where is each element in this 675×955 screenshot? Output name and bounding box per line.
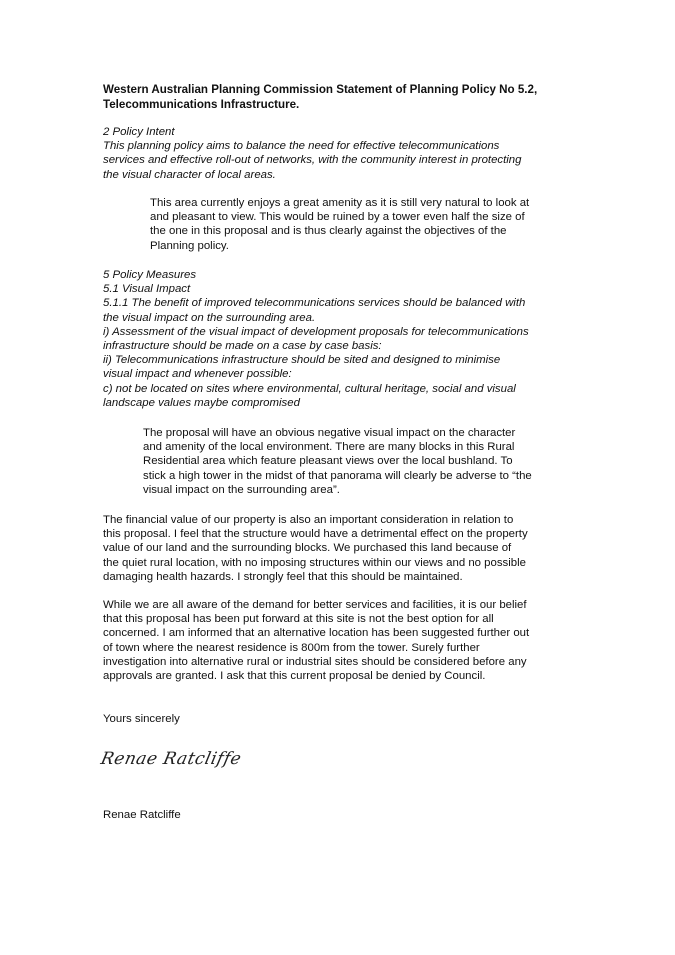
body-line: concerned. I am informed that an alternative location has been suggested further out [103, 627, 530, 640]
title-line: Western Australian Planning Commission Statement of Planning Policy No 5.2, [103, 83, 538, 96]
measure-line: 5.1 Visual Impact [103, 283, 191, 296]
comment-visual-impact [143, 426, 593, 497]
comment-line: stick a high tower in the midst of that panorama will clearly be adverse to “the [143, 469, 532, 482]
title-line: Telecommunications Infrastructure. [103, 98, 300, 111]
comment-line: the one in this proposal and is thus clearly against the objectives of the [150, 225, 507, 238]
paragraph-alternative-site [103, 598, 603, 683]
intent-line: This planning policy aims to balance the need for effective telecommunications [103, 140, 500, 153]
measure-line: i) Assessment of the visual impact of development proposals for telecommunications [103, 325, 529, 338]
measure-line: 5 Policy Measures [103, 269, 197, 281]
intent-heading: 2 Policy Intent [103, 126, 175, 138]
body-line: investigation into alternative rural or industrial sites should be considered before any [103, 655, 527, 668]
body-line: that this proposal has been put forward at this site is not the best option for all [103, 613, 494, 626]
handwritten-signature: Renae Ratcliffe [98, 749, 244, 769]
comment-line: This area currently enjoys a great amenity as it is still very natural to look at [150, 197, 530, 209]
body-line: the quiet rural location, with no imposing structures within our views and no possible [103, 556, 526, 569]
policy-intent [103, 125, 593, 182]
policy-title [103, 82, 593, 112]
comment-line: Residential area which feature pleasant views over the local bushland. To [143, 455, 513, 468]
body-line: approvals are granted. I ask that this current proposal be denied by Council. [103, 670, 486, 683]
measure-line: c) not be located on sites where environmental, cultural heritage, social and visual [103, 382, 516, 395]
measure-line: 5.1.1 The benefit of improved telecommunications services should be balanced with [103, 297, 526, 310]
body-line: this proposal. I feel that the structure would have a detrimental effect on the property [103, 528, 528, 541]
comment-amenity [150, 196, 600, 253]
comment-line: visual impact on the surrounding area”. [143, 483, 340, 496]
paragraph-property-value [103, 513, 603, 584]
comment-line: and amenity of the local environment. There are many blocks in this Rural [143, 441, 515, 454]
body-line: The financial value of our property is also an important consideration in relation to [103, 514, 514, 526]
intent-line: the visual character of local areas. [103, 168, 276, 181]
body-line: While we are all aware of the demand for better services and facilities, it is our belief [103, 599, 527, 611]
closing: Yours sincerely [103, 713, 180, 725]
body-line: damaging health hazards. I strongly feel that this should be maintained. [103, 570, 463, 583]
comment-line: and pleasant to view. This would be ruined by a tower even half the size of [150, 211, 525, 224]
measure-line: landscape values maybe compromised [103, 396, 300, 409]
comment-line: The proposal will have an obvious negative visual impact on the character [143, 427, 516, 439]
comment-line: Planning policy. [150, 239, 229, 252]
measure-line: the visual impact on the surrounding area. [103, 311, 316, 324]
policy-measures [103, 268, 593, 410]
body-line: value of our land and the surrounding blocks. We purchased this land because of [103, 542, 512, 555]
intent-line: services and effective roll-out of networks, with the community interest in protecting [103, 154, 522, 167]
measure-line: ii) Telecommunications infrastructure should be sited and designed to minimise [103, 354, 501, 367]
measure-line: visual impact and whenever possible: [103, 368, 292, 381]
signatory-name: Renae Ratcliffe [103, 809, 181, 821]
body-line: of town where the nearest residence is 800m from the tower. Surely further [103, 641, 480, 654]
measure-line: infrastructure should be made on a case by case basis: [103, 340, 382, 353]
